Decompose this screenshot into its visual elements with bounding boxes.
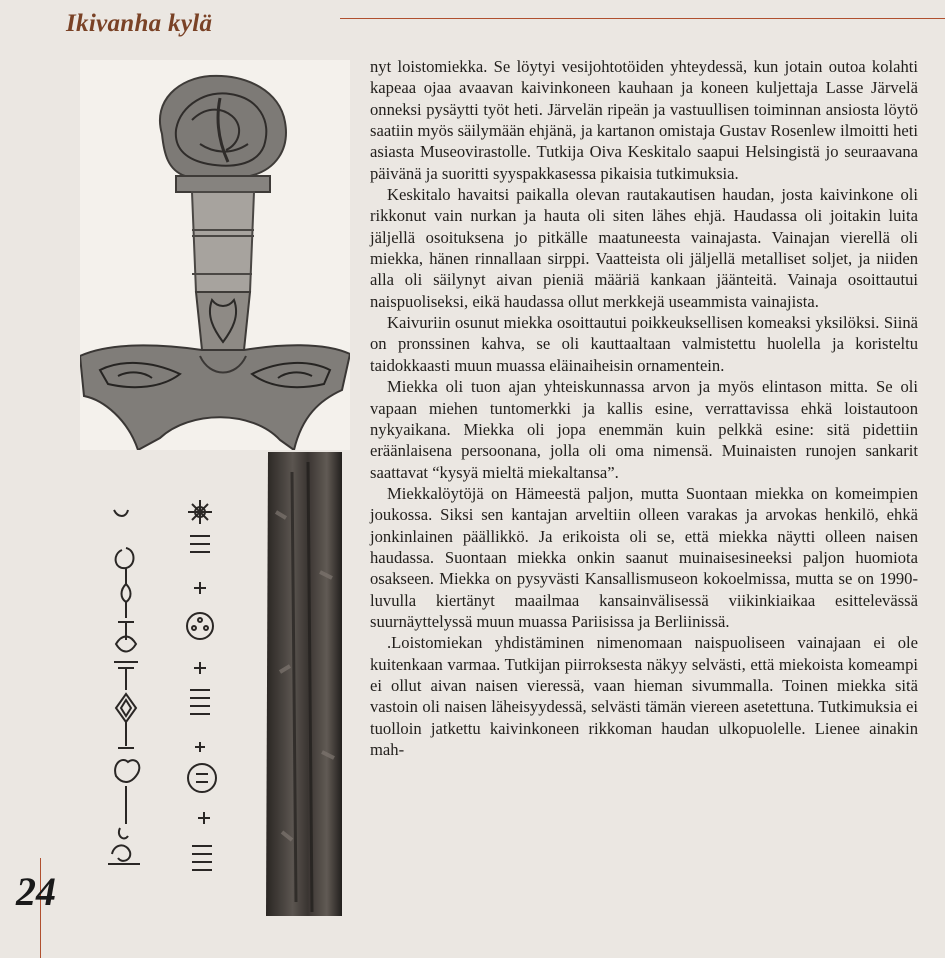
body-paragraph-6: .Loistomiekan yhdistäminen nimenomaan naispuoliseen vainajaan ei ole kuitenkaan varmaa. Tutkijan piirroksesta näkyy selvästi, että miekoista komeampi ei ollut aivan naisen vieressä, vaan hieman sivummalla. Toinen miekka sitä vastoin oli naisen läheisyydessä, selvästi tämän viereen asetettuna. Tutkimuksia ei tuolloin jatkettu kaivinkoneen rikkoman haudan ulkopuolelle. Lienee ainakin mah-	[370, 633, 918, 759]
header-rule	[340, 18, 945, 19]
sword-hilt-illustration-icon	[80, 60, 350, 450]
sword-blade-photo-icon	[262, 452, 346, 916]
body-paragraph-5: Miekkalöytöjä on Hämeestä paljon, mutta Suontaan miekka on komeimpien joukossa. Siksi sen kantajan arveltiin olleen varakas ja arvokas henkilö, ehkä jonkinlainen päällikkö. Ja erikoista oli se, että miekka näytti olleen naisen haudassa. Suontaan miekka onkin saanut muinaisesineeksi paljon huomiota osakseen. Miekka on pysyvästi Kansallismuseon kokoelmissa, mutta se on 1990-luvulla kiertänyt maailmaa kansainvälisessä viikinkiaikaa esittelevässä suurnäyttelyssä muun muassa Pariisissa ja Berliinissä.	[370, 483, 918, 631]
body-paragraph-2: Keskitalo havaitsi paikalla olevan rautakautisen haudan, josta kaivinkone oli rikkonut vain nurkan ja hauta oli siten lähes ehjä. Haudassa oli joitakin luita jäljellä osoituksena jo pitkälle maatuneesta vainajasta. Vainajan vierellä oli miekka, hänen rinnallaan sirppi. Vaatteista oli jäljellä metalliset soljet, ja niiden alla oli säilynyt aivan pieniä määriä kankaan jäänteitä. Vainaja osoittautui naispuoliseksi, eikä haudassa ollut merkkejä useammista vainajista.	[370, 185, 918, 311]
blade-inlay-figure	[100, 494, 240, 884]
page-number: 24	[16, 869, 56, 914]
sword-hilt-figure	[80, 60, 350, 450]
body-paragraph-1: nyt loistomiekka. Se löytyi vesijohtotöiden yhteydessä, kun jotain outoa kolahti kapeaa ojaa avaavan kaivinkoneen kauhaan ja koneen kuljettaja Lasse Järvelä onneksi pysäytti työt heti. Järvelän ripeän ja vastuullisen toiminnan ansiosta löytö saatiin myös säilymään ehjänä, ja kartanon omistaja Gustav Rosenlew ilmoitti heti asiasta Museovirastolle. Tutkija Oiva Keskitalo saapui Helsingistä jo seuraavana päivänä ja suoritti syyspakkasessa pikaisia tutkimuksia.	[370, 57, 918, 183]
sword-blade-figure	[262, 452, 346, 916]
blade-inlay-symbols-icon	[100, 494, 240, 884]
article-body	[370, 56, 918, 760]
body-paragraph-3: Kaivuriin osunut miekka osoittautui poikkeuksellisen komeaksi yksilöksi. Siinä on pronssinen kahva, se oli kauttaaltaan valmistettu huolella ja koristeltu taidokkaasti muun muassa eläinaiheisin ornamentein.	[370, 313, 918, 375]
body-paragraph-4: Miekka oli tuon ajan yhteiskunnassa arvon ja myös elintason mitta. Se oli vapaan miehen tuntomerkki ja kallis esine, verrattavissa ehkä loistautoon nykyaikana. Miekka oli jopa enemmän kuin pelkkä esine: sitä pidettiin eräänlaisena persoonana, jolla oli oma nimensä. Muinaisten runojen sankarit saattavat “kysyä mieltä miekaltansa”.	[370, 377, 918, 482]
page-header-title: Ikivanha kylä	[66, 10, 213, 37]
